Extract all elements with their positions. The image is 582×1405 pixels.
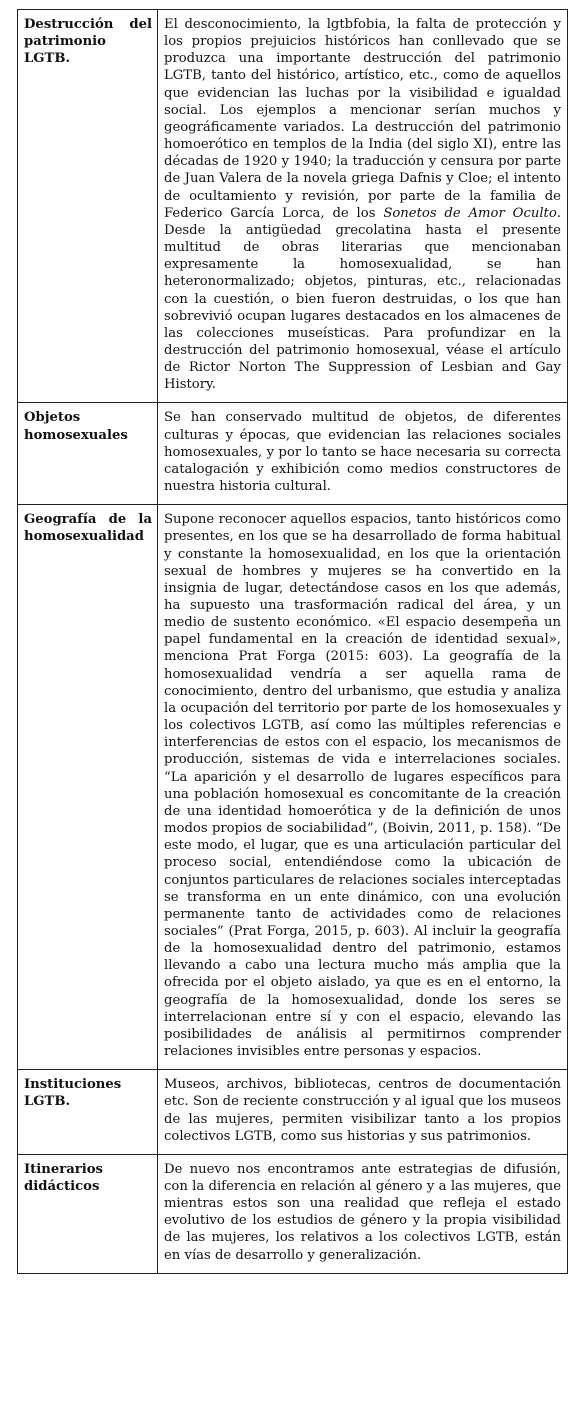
description-text: . Desde la antigüedad grecolatina hasta el presente multitud de obras literarias que mencionaban expresamente la homosexualidad, se han heteronormalizado; objetos, pinturas, etc., relacionadas con la cuestión, o bien fueron destruidas, o los que han sobrevivió ocupan lugares destacados en los almacenes de las colecciones museísticas. Para profundizar en la destrucción del patrimonio homosexual, véase el artículo de Rictor Norton The Suppression of Lesbian and Gay History.	[164, 205, 561, 393]
term-label: Objetos homosexuales	[24, 410, 128, 443]
description-text: El desconocimiento, la lgtbfobia, la falta de protección y los propios prejuicios históricos han conllevado que se produzca una importante destrucción del patrimonio LGTB, tanto del histórico, artístico, etc., como de aquellos que evidencian las luchas por la visibilidad e igualdad social. Los ejemplos a mencionar serían muchos y geográficamente variados. La destrucción del patrimonio homoerótico en templos de la India (del siglo XI), entre las décadas de 1920 y 1940; la traducción y censura por parte de Juan Valera de la novela griega Dafnis y Cloe; el intento de ocultamiento y revisión, por parte de la familia de Federico García Lorca, de los	[164, 17, 561, 221]
table-row	[18, 1154, 568, 1273]
glossary-table	[17, 9, 568, 1274]
description-text: Se han conservado multitud de objetos, de diferentes culturas y épocas, que evidencian las relaciones sociales homosexuales, y por lo tanto se hace necesaria su correcta catalogación y exhibición como medios constructores de nuestra historia cultural.	[164, 410, 561, 495]
term-cell	[18, 403, 158, 505]
term-cell	[18, 1154, 158, 1273]
term-label: Itinerarios didácticos	[24, 1161, 103, 1194]
description-text: Museos, archivos, bibliotecas, centros de documentación etc. Son de reciente construcción y al igual que los museos de las mujeres, permiten visibilizar tanto a los propios colectivos LGTB, como sus historias y sus patrimonios.	[164, 1077, 561, 1144]
table-row	[18, 10, 568, 403]
term-label: Instituciones LGTB.	[24, 1077, 122, 1110]
table-row	[18, 403, 568, 505]
description-cell	[158, 1070, 568, 1155]
description-cell	[158, 505, 568, 1070]
table-row	[18, 505, 568, 1070]
description-text: Supone reconocer aquellos espacios, tanto históricos como presentes, en los que se ha desarrollado de forma habitual y constante la homosexualidad, en los que la orientación sexual de hombres y mujeres se ha convertido en la insignia de lugar, detectándose casos en los que además, ha supuesto una trasformación radical del área, y un medio de sustento económico. «El espacio desempeña un papel fundamental en la creación de identidad sexual», menciona Prat Forga (2015: 603). La geografía de la homosexualidad vendría a ser aquella rama de conocimiento, dentro del urbanismo, que estudia y analiza la ocupación del territorio por parte de los homosexuales y los colectivos LGTB, así como las múltiples referencias e interferencias de estos con el espacio, los mecanismos de producción, sistemas de vida e interrelaciones sociales. “La aparición y el desarrollo de lugares específicos para una población homosexual es concomitante de la creación de una identidad homoerótica y de la definición de unos modos propios de sociabilidad”, (Boivin, 2011, p. 158). “De este modo, el lugar, que es una articulación particular del proceso social, entendiéndose como la ubicación de conjuntos particulares de relaciones sociales interceptadas se transforma en un ente dinámico, con una evolución permanente tanto de actividades como de relaciones sociales” (Prat Forga, 2015, p. 603). Al incluir la geografía de la homosexualidad dentro del patrimonio, estamos llevando a cabo una lectura mucho más amplia que la ofrecida por el objeto aislado, ya que es en el entorno, la geografía de la homosexualidad, donde los seres se interrelacionan entre sí y con el espacio, elevando las posibilidades de análisis al permitirnos comprender relaciones invisibles entre personas y espacios.	[164, 512, 561, 1060]
term-cell	[18, 1070, 158, 1155]
term-label: Geografía de la homosexualidad	[24, 512, 152, 545]
description-cell	[158, 10, 568, 403]
term-label: Destrucción del patrimonio LGTB.	[24, 17, 152, 67]
book-title-text: Sonetos de Amor Oculto	[383, 205, 557, 221]
term-cell	[18, 10, 158, 403]
table-row	[18, 1070, 568, 1155]
description-cell	[158, 1154, 568, 1273]
term-cell	[18, 505, 158, 1070]
description-cell	[158, 403, 568, 505]
description-text: De nuevo nos encontramos ante estrategias de difusión, con la diferencia en relación al género y a las mujeres, que mientras estos son una realidad que refleja el estado evolutivo de los estudios de género y la propia visibilidad de las mujeres, los relativos a los colectivos LGTB, están en vías de desarrollo y generalización.	[164, 1161, 561, 1263]
